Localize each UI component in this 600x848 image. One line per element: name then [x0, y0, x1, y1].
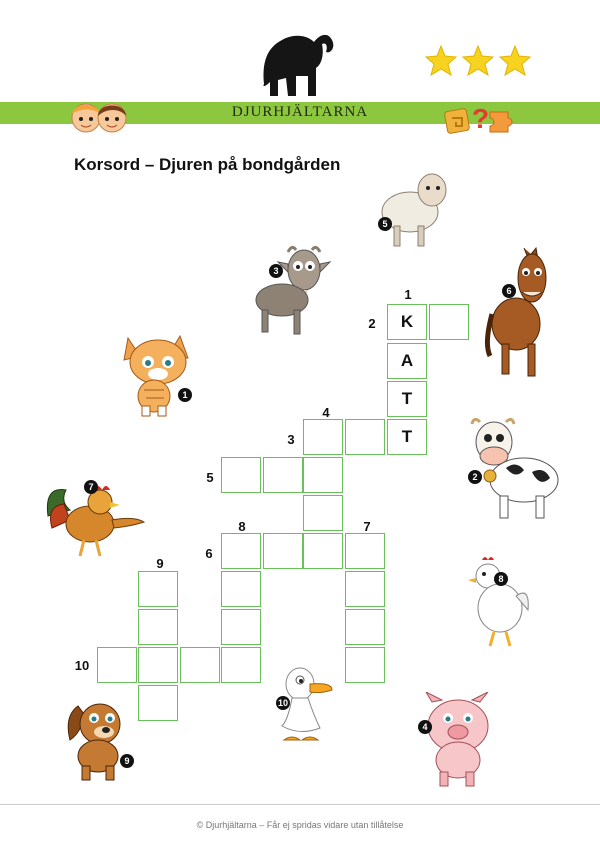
elephant-silhouette-icon — [256, 24, 338, 102]
clue-number: 5 — [206, 470, 214, 485]
crossword-cell[interactable]: T — [387, 381, 427, 417]
clue-number: 7 — [363, 519, 371, 534]
kids-faces-icon — [66, 100, 132, 136]
puzzle-question-icon — [444, 102, 516, 134]
crossword-cell[interactable] — [263, 457, 303, 493]
animal-number-badge: 7 — [84, 480, 98, 494]
crossword-cell[interactable] — [221, 457, 261, 493]
crossword-cell[interactable] — [180, 647, 220, 683]
clue-number: 9 — [156, 556, 164, 571]
pig-illustration — [416, 692, 496, 788]
crossword-cell[interactable] — [345, 419, 385, 455]
crossword-cell[interactable] — [138, 647, 178, 683]
crossword-cell[interactable] — [221, 533, 261, 569]
clue-number: 10 — [74, 658, 90, 673]
crossword-cell[interactable] — [303, 419, 343, 455]
crossword-cell[interactable] — [263, 533, 303, 569]
crossword-cell[interactable] — [345, 647, 385, 683]
animal-number-badge: 2 — [468, 470, 482, 484]
clue-number: 3 — [287, 432, 295, 447]
animal-number-badge: 9 — [120, 754, 134, 768]
animal-number-badge: 1 — [178, 388, 192, 402]
cow-illustration — [466, 416, 562, 524]
svg-text:?: ? — [472, 103, 490, 134]
dog-illustration — [64, 696, 144, 782]
footer-divider — [0, 804, 600, 805]
animal-number-badge: 5 — [378, 217, 392, 231]
animal-number-badge: 10 — [277, 698, 288, 708]
cat-illustration — [118, 330, 198, 418]
animal-number-badge: 8 — [494, 572, 508, 586]
crossword-cell[interactable] — [345, 571, 385, 607]
crossword-cell[interactable] — [345, 609, 385, 645]
horse-illustration — [484, 244, 560, 380]
clue-number: 4 — [322, 405, 330, 420]
goat-illustration — [252, 244, 334, 338]
crossword-cell[interactable] — [221, 571, 261, 607]
clue-number: 6 — [205, 546, 213, 561]
sheep-illustration — [378, 168, 454, 250]
crossword-cell[interactable] — [221, 647, 261, 683]
crossword-cell[interactable] — [138, 609, 178, 645]
crossword-cell[interactable] — [345, 533, 385, 569]
star-icon — [463, 46, 493, 75]
crossword-cell[interactable] — [97, 647, 137, 683]
copyright-footer: © Djurhjältarna – Får ej spridas vidare utan tillåtelse — [196, 820, 404, 830]
hen-illustration — [468, 556, 532, 648]
star-icon — [426, 46, 456, 75]
crossword-cell[interactable] — [138, 571, 178, 607]
star-rating-icon — [424, 44, 536, 80]
animal-number-badge: 3 — [269, 264, 283, 278]
crossword-cell[interactable] — [303, 457, 343, 493]
crossword-cell[interactable] — [221, 609, 261, 645]
crossword-cell[interactable] — [303, 533, 343, 569]
clue-number: 1 — [404, 287, 412, 302]
animal-number-badge: 4 — [418, 720, 432, 734]
page-title: Korsord – Djuren på bondgården — [74, 155, 341, 174]
crossword-cell[interactable]: T — [387, 419, 427, 455]
animal-number-badge: 6 — [502, 284, 516, 298]
crossword-cell[interactable]: A — [387, 343, 427, 379]
banner-title: DJURHJÄLTARNA — [231, 104, 369, 120]
clue-number: 2 — [368, 316, 376, 331]
crossword-cell[interactable] — [429, 304, 469, 340]
clue-number: 8 — [238, 519, 246, 534]
star-icon — [500, 46, 530, 75]
crossword-cell[interactable] — [303, 495, 343, 531]
crossword-cell[interactable]: K — [387, 304, 427, 340]
crossword-cell[interactable] — [138, 685, 178, 721]
